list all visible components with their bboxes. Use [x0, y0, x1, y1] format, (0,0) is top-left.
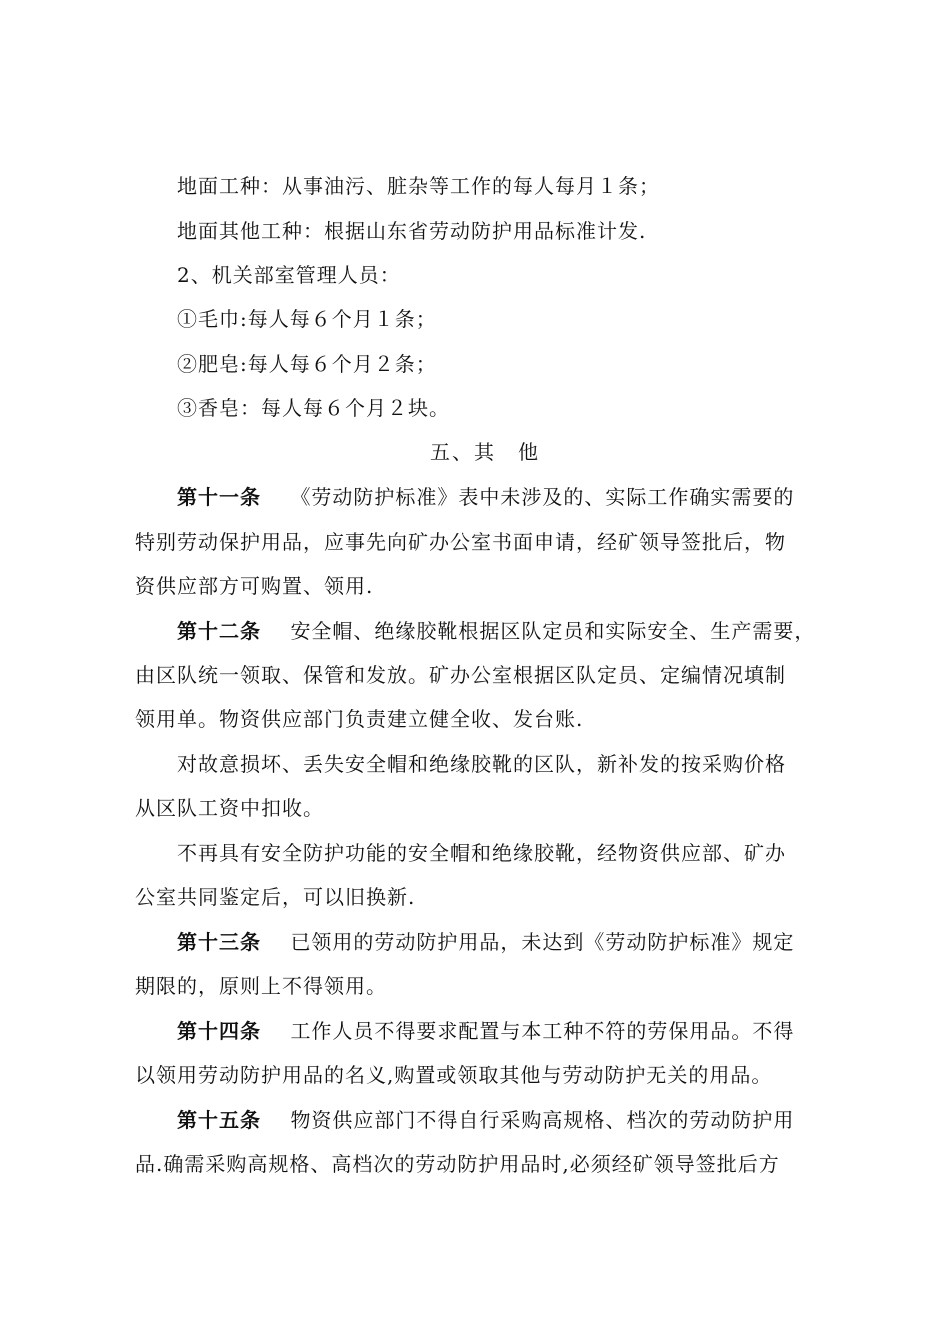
- paragraph-damage-line-2: 从区队工资中扣收。: [135, 796, 324, 820]
- article-14-line-1: [177, 1021, 794, 1041]
- paragraph-damage-line-1: 对故意损坏、丢失安全帽和绝缘胶靴的区队，新补发的按采购价格: [177, 752, 786, 776]
- text-line-other-ground-workers: 地面其他工种：根据山东省劳动防护用品标准计发.: [177, 219, 647, 243]
- article-15-line-2: 品.确需采购高规格、高档次的劳动防护用品时,必须经矿领导签批后方: [135, 1152, 780, 1176]
- article-11-line-2: 特别劳动保护用品，应事先向矿办公室书面申请，经矿领导签批后，物: [135, 530, 786, 554]
- paragraph-replace-line-1: 不再具有安全防护功能的安全帽和绝缘胶靴，经物资供应部、矿办: [177, 841, 786, 865]
- text-line-soap: ②肥皂:每人每６个月２条；: [177, 352, 437, 376]
- article-11-line-1: [177, 487, 794, 507]
- text-line-ground-workers: 地面工种：从事油污、脏杂等工作的每人每月１条；: [177, 174, 660, 198]
- text-line-office-staff: 2、机关部室管理人员：: [177, 263, 401, 287]
- article-13-label: 第十三条: [177, 930, 261, 954]
- article-14-label: 第十四条: [177, 1019, 261, 1043]
- article-12-text: 安全帽、绝缘胶靴根据区队定员和实际安全、生产需要，: [290, 619, 816, 643]
- article-13-line-2: 期限的，原则上不得领用。: [135, 974, 387, 998]
- article-14-line-2: 以领用劳动防护用品的名义,购置或领取其他与劳动防护无关的用品。: [135, 1063, 773, 1087]
- article-11-text: 《劳动防护标准》表中未涉及的、实际工作确实需要的: [290, 485, 795, 509]
- article-11-label: 第十一条: [177, 485, 261, 509]
- article-12-line-1: [177, 621, 815, 641]
- section-heading: 五、其 他: [430, 440, 540, 464]
- article-15-label: 第十五条: [177, 1108, 261, 1132]
- text-line-towel: ①毛巾:每人每６个月１条；: [177, 307, 437, 331]
- article-15-text: 物资供应部门不得自行采购高规格、档次的劳动防护用: [290, 1108, 795, 1132]
- article-13-line-1: [177, 932, 794, 952]
- text-line-toilet-soap: ③香皂：每人每６个月２块。: [177, 396, 450, 420]
- article-15-line-1: [177, 1110, 794, 1130]
- article-12-line-2: 由区队统一领取、保管和发放。矿办公室根据区队定员、定编情况填制: [135, 663, 786, 687]
- article-12-line-3: 领用单。物资供应部门负责建立健全收、发台账.: [135, 707, 584, 731]
- article-14-text: 工作人员不得要求配置与本工种不符的劳保用品。不得: [290, 1019, 795, 1043]
- article-13-text: 已领用的劳动防护用品，未达到《劳动防护标准》规定: [290, 930, 795, 954]
- article-11-line-3: 资供应部方可购置、领用.: [135, 574, 374, 598]
- article-12-label: 第十二条: [177, 619, 261, 643]
- paragraph-replace-line-2: 公室共同鉴定后，可以旧换新.: [135, 885, 416, 909]
